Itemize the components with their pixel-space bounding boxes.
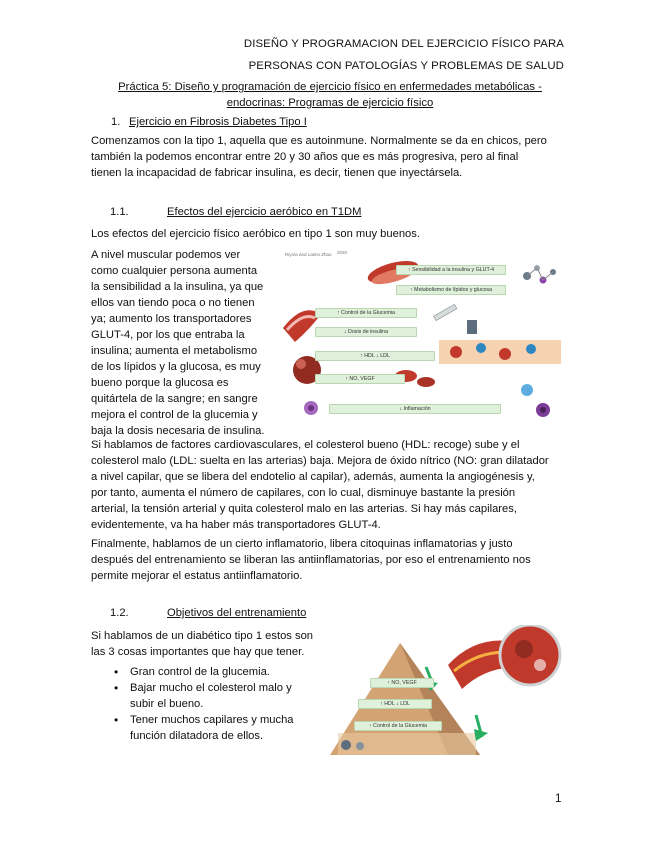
pyramid-label-glycemic-control: ↑ Control de la Glucemia: [354, 721, 442, 731]
text-line: Si hablamos de factores cardiovasculares, el colesterol bueno (HDL: recoge) sube y el: [91, 439, 520, 451]
header-line-1: DISEÑO Y PROGRAMACION DEL EJERCICIO FÍSICO PARA: [243, 38, 564, 50]
text-line: bueno porque la glucosa es: [91, 377, 229, 389]
figure-caption-year: 2020: [337, 250, 348, 255]
practice-title-line-2: endocrinas: Programas de ejercicio físico: [226, 97, 434, 109]
text-line: de los lípidos y la glucosa, es muy: [91, 361, 261, 373]
text-line: evidentemente, va ha haber más transportadores GLUT-4.: [91, 519, 381, 531]
text-line: ya; aumento los transportadores: [91, 313, 252, 325]
list-item: • Tener muchos capilares y mucha función dilatadora de ellos.: [110, 712, 325, 744]
list-item: • Gran control de la glucemia.: [110, 664, 325, 680]
text-line: Finalmente, hablamos de un cierto inflamatorio, libera citoquinas inflamatorias y justo: [91, 538, 513, 550]
figure-aerobic-effects: [281, 250, 570, 422]
figure-training-pyramid: [330, 625, 568, 757]
text-line: a nivel capilar, que se libera del endotelio al capilar), además, aumenta la angiogénesis y,: [91, 471, 535, 483]
text-line: tienen la incapacidad de fabricar insulina, es decir, tienen que inyectársela.: [91, 167, 463, 179]
pyramid-illustration: [330, 625, 568, 757]
section-1-1-paragraph-3: [91, 536, 566, 584]
effect-label-hdl-ldl: ↑ HDL ↓ LDL: [315, 351, 435, 361]
text-line: baja la dosis necesaria de insulina.: [91, 425, 265, 437]
section-1-paragraph: [91, 133, 566, 181]
page-number: 1: [555, 793, 562, 805]
header-line-2: PERSONAS CON PATOLOGÍAS Y PROBLEMAS DE SALUD: [248, 60, 564, 72]
effect-label-insulin-sensitivity: ↑ Sensibilidad a la insulina y GLUT-4: [396, 265, 506, 275]
effect-label-insulin-dose: ↓ Dosis de insulina: [315, 327, 417, 337]
text-line: ellos van tiendo poca o no tienen: [91, 297, 255, 309]
section-1-1-side-text: [91, 247, 273, 439]
effect-label-inflammation: ↓ Inflamación: [329, 404, 501, 414]
glucose-molecule-illustration: [523, 265, 556, 284]
text-line: por tanto, aumenta el número de capilares, con lo cual, disminuye bastante la presión: [91, 487, 516, 499]
pyramid-label-hdl-ldl: ↑ HDL ↓ LDL: [358, 699, 432, 709]
text-line: Comenzamos con la tipo 1, aquella que es autoinmune. Normalmente se da en chicos, pero: [91, 135, 547, 147]
list-item: • Bajar mucho el colesterol malo y subir el bueno.: [110, 680, 325, 712]
effect-label-metabolism: ↑ Metabolismo de lípidos y glucosa: [396, 285, 506, 295]
text-line: arterial, la tensión arterial y quita colesterol malo en las arterias. Si hay más capilares,: [91, 503, 517, 515]
text-line: A nivel muscular podemos ver: [91, 249, 241, 261]
section-1-1-number: 1.1.: [110, 206, 129, 218]
text-line: quitártela de la sangre; en sangre: [91, 393, 258, 405]
section-1-2-intro: [91, 628, 331, 660]
text-line: mejora el control de la glucemia y: [91, 409, 258, 421]
text-line: insulina; aumenta el metabolismo: [91, 345, 258, 357]
effect-label-glycemic-control: ↑ Control de la Glucemia: [315, 308, 417, 318]
text-line: después del entrenamiento se liberan las antiinflamatorias, por eso el entrenamiento nos: [91, 554, 531, 566]
section-1-2-number: 1.2.: [110, 607, 129, 619]
syringe-illustration: [434, 304, 477, 334]
text-line: la sensibilidad a la insulina, ya que: [91, 281, 264, 293]
figure-caption-authors: Riyo/a and Latinn Zhao: [285, 252, 332, 257]
text-line: también la podemos encontrar entre 20 y 30 años que es más progresiva, pero al final: [91, 151, 519, 163]
effect-label-no-vegf: ↑ NO, VEGF: [315, 374, 405, 384]
practice-title-line-1: Práctica 5: Diseño y programación de ejercicio físico en enfermedades metabólicas -: [118, 81, 542, 93]
section-1-1-paragraph-2: [91, 437, 566, 533]
text-line: GLUT-4, por los que entraba la: [91, 329, 245, 341]
pyramid-label-no-vegf: ↑ NO, VEGF: [370, 678, 434, 688]
section-1-number: 1.: [111, 116, 121, 128]
text-line: como cualquier persona aumenta: [91, 265, 258, 277]
text-line: permite mejorar el estatus antiinflamatorio.: [91, 570, 303, 582]
text-line: Si hablamos de un diabético tipo 1 estos son: [91, 630, 314, 642]
text-line: colesterol malo (LDL: suelta en las arterias) baja. Mejora de óxido nítrico (NO: gran dilatador: [91, 455, 549, 467]
section-1-1-intro: Los efectos del ejercicio físico aeróbico en tipo 1 son muy buenos.: [91, 228, 420, 240]
artery-illustration: [439, 340, 561, 364]
training-goals-list: [110, 664, 325, 744]
text-line: las 3 cosas importantes que hay que tener.: [91, 646, 305, 658]
section-1-heading: Ejercicio en Fibrosis Diabetes Tipo I: [129, 116, 307, 128]
section-1-1-heading: Efectos del ejercicio aeróbico en T1DM: [167, 206, 362, 218]
section-1-2-heading: Objetivos del entrenamiento: [167, 607, 307, 619]
